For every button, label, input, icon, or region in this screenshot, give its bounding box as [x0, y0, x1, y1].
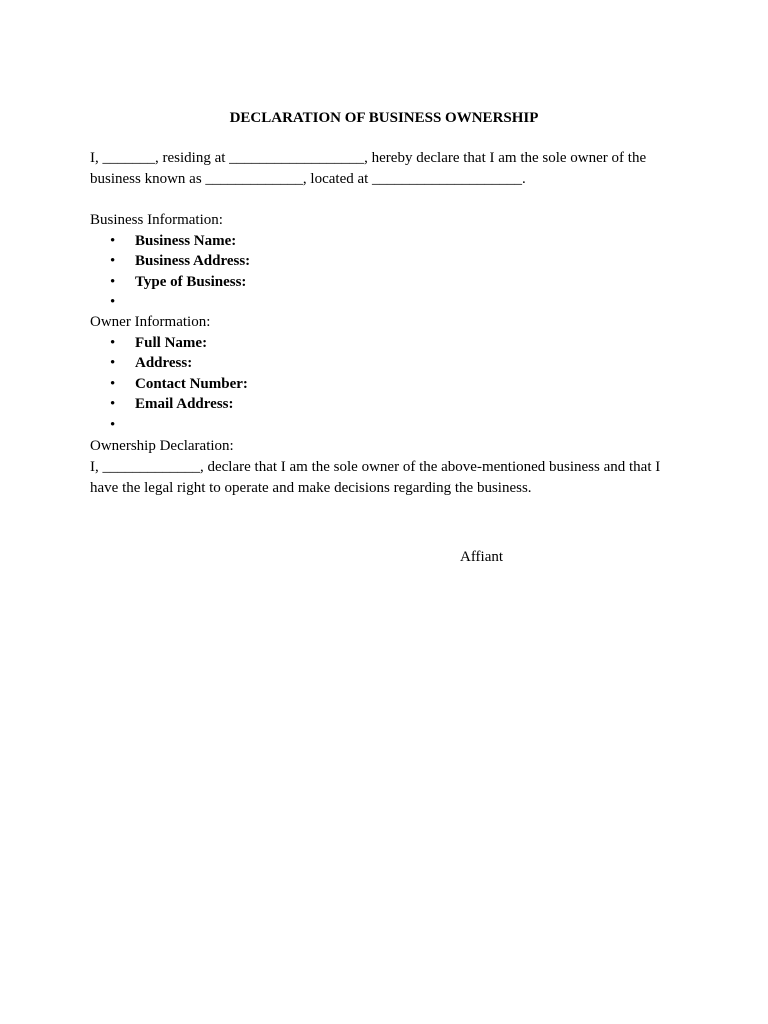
intro-paragraph: I, _______, residing at __________________, hereby declare that I am the sole owner of the business known as _____________, located at ____________________. [90, 150, 647, 187]
list-item-label: Contact Number: [135, 375, 248, 392]
list-item [90, 251, 680, 272]
signature-label: Affiant [460, 549, 504, 565]
bullet-icon: • [110, 273, 116, 290]
document-title: DECLARATION OF BUSINESS OWNERSHIP [229, 110, 539, 126]
owner-information-list [90, 333, 680, 436]
list-item-label: Email Address: [135, 396, 234, 412]
owner-information-heading: Owner Information: [90, 314, 211, 330]
list-item-label: Full Name: [135, 334, 208, 351]
list-item-label: Address: [135, 355, 193, 371]
list-item [90, 292, 680, 313]
business-information-list [90, 231, 680, 313]
bullet-icon: • [110, 334, 116, 351]
owner-information-section [90, 312, 680, 435]
bullet-icon: • [110, 294, 116, 310]
list-item [90, 333, 680, 354]
list-item [90, 272, 680, 293]
business-information-section [90, 210, 680, 313]
bullet-icon: • [110, 416, 116, 433]
business-information-heading: Business Information: [90, 212, 223, 228]
list-item [90, 415, 680, 436]
list-item-label: Business Address: [135, 253, 251, 269]
bullet-icon: • [110, 253, 116, 269]
list-item-label: Business Name: [135, 232, 237, 249]
list-item [90, 394, 680, 415]
list-item [90, 231, 680, 252]
bullet-icon: • [110, 355, 116, 371]
ownership-declaration-text: I, _____________, declare that I am the sole owner of the above-mentioned business and that I have the legal right to operate and make decisions regarding the business. [90, 458, 661, 496]
bullet-icon: • [110, 375, 116, 392]
ownership-declaration-heading: Ownership Declaration: [90, 438, 234, 454]
list-item [90, 353, 680, 374]
bullet-icon: • [110, 232, 116, 249]
ownership-declaration-section [90, 436, 680, 499]
list-item-label: Type of Business: [135, 273, 247, 290]
list-item [90, 374, 680, 395]
bullet-icon: • [110, 396, 116, 412]
